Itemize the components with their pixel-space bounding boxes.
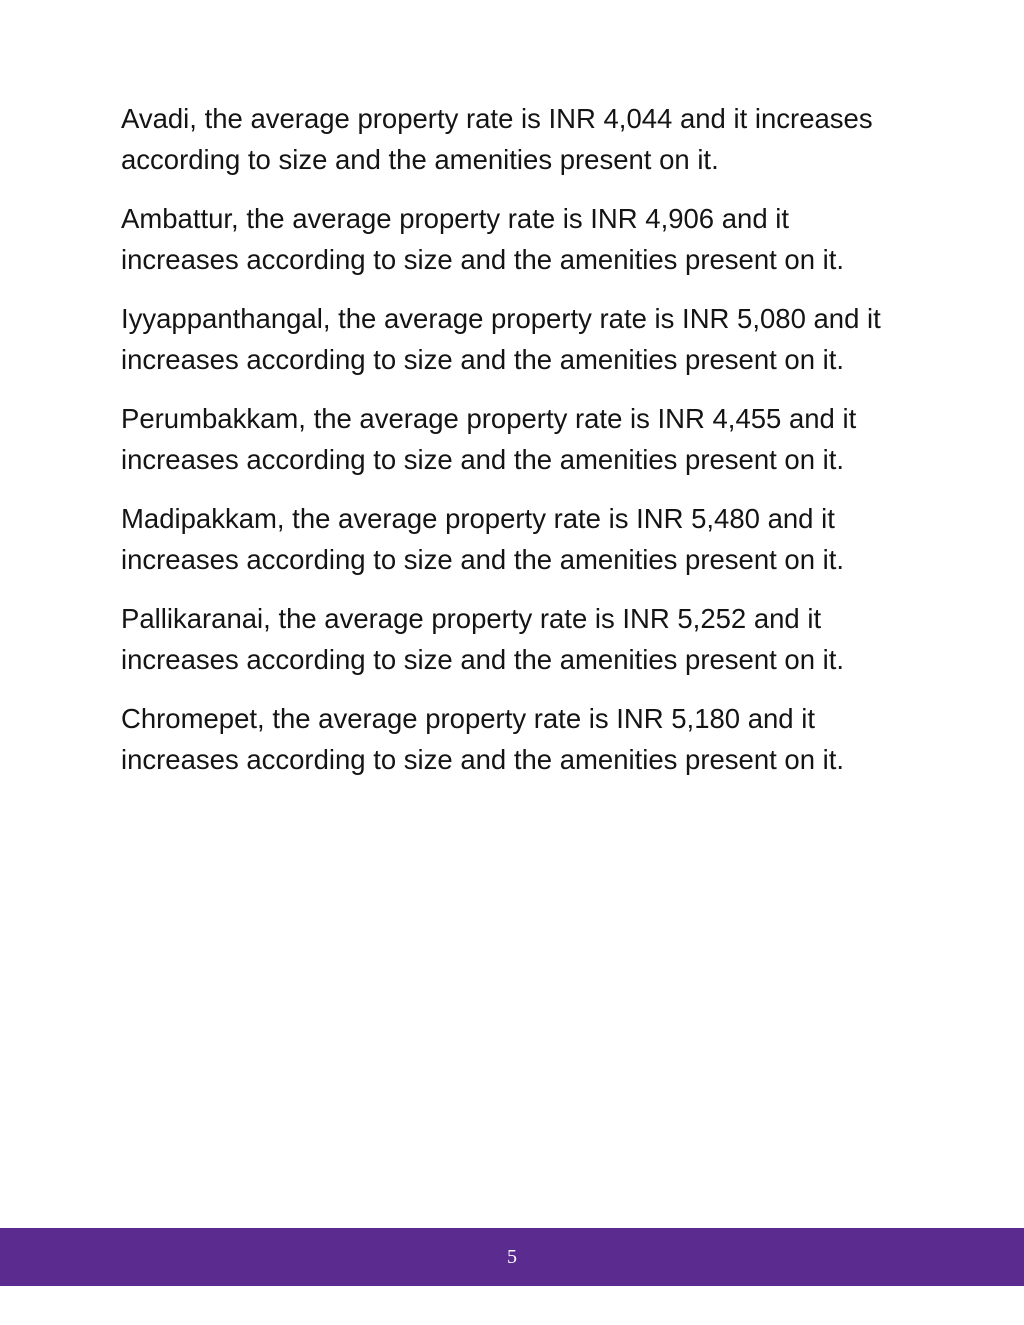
page-content (121, 99, 911, 799)
paragraph-avadi: Avadi, the average property rate is INR 4,044 and it increases according to size and the amenities present on it. (121, 103, 873, 175)
paragraph-madipakkam: Madipakkam, the average property rate is INR 5,480 and it increases according to size and the amenities present on it. (121, 503, 845, 575)
page-number: 5 (507, 1246, 517, 1268)
paragraph-chromepet: Chromepet, the average property rate is INR 5,180 and it increases according to size and the amenities present on it. (121, 703, 845, 775)
paragraph-perumbakkam: Perumbakkam, the average property rate is INR 4,455 and it increases according to size and the amenities present on it. (121, 403, 857, 475)
paragraph-ambattur: Ambattur, the average property rate is INR 4,906 and it increases according to size and the amenities present on it. (121, 203, 845, 275)
paragraph-iyyappanthangal: Iyyappanthangal, the average property rate is INR 5,080 and it increases according to size and the amenities present on it. (121, 303, 881, 375)
paragraph-pallikaranai: Pallikaranai, the average property rate is INR 5,252 and it increases according to size and the amenities present on it. (121, 603, 845, 675)
footer-bar (0, 1228, 1024, 1286)
